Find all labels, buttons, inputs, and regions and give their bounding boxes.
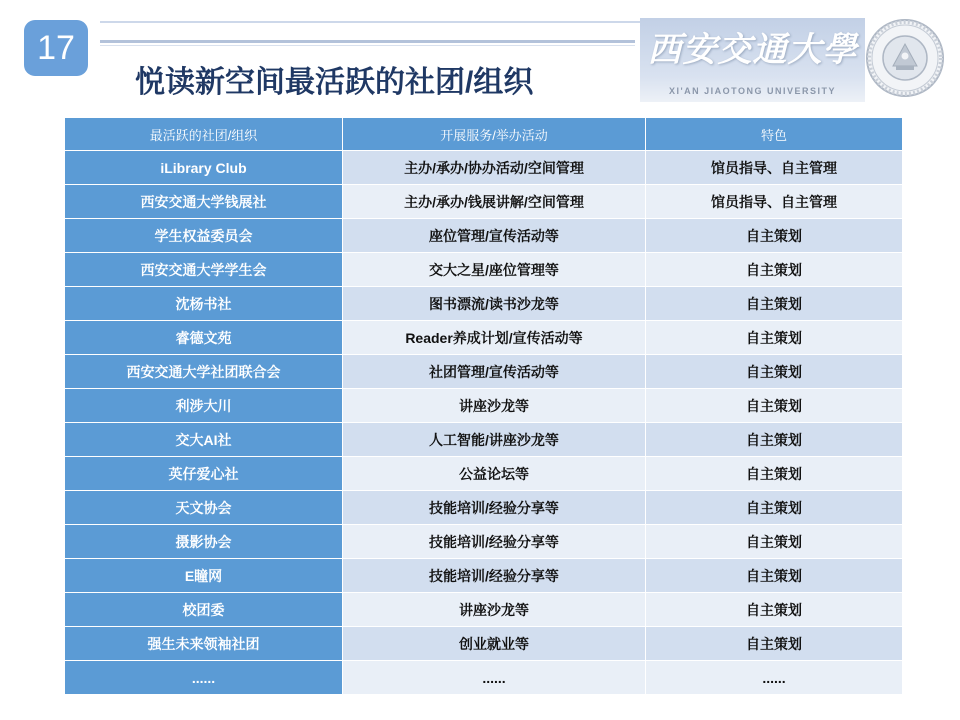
organization-cell: 西安交通大学学生会 bbox=[65, 253, 343, 287]
organization-cell: 西安交通大学钱展社 bbox=[65, 185, 343, 219]
header-activities: 开展服务/举办活动 bbox=[343, 118, 646, 151]
feature-cell: 自主策划 bbox=[646, 389, 903, 423]
organization-cell: 英仔爱心社 bbox=[65, 457, 343, 491]
feature-cell: 自主策划 bbox=[646, 559, 903, 593]
feature-cell: 自主策划 bbox=[646, 627, 903, 661]
feature-cell: 自主策划 bbox=[646, 593, 903, 627]
feature-cell: 自主策划 bbox=[646, 525, 903, 559]
activities-cell: 公益论坛等 bbox=[343, 457, 646, 491]
activities-cell: 座位管理/宣传活动等 bbox=[343, 219, 646, 253]
activities-cell: 主办/承办/协办活动/空间管理 bbox=[343, 151, 646, 185]
activities-cell: 图书漂流/读书沙龙等 bbox=[343, 287, 646, 321]
activities-cell: 交大之星/座位管理等 bbox=[343, 253, 646, 287]
feature-cell: 自主策划 bbox=[646, 321, 903, 355]
activities-cell: 主办/承办/钱展讲解/空间管理 bbox=[343, 185, 646, 219]
organization-cell: 天文协会 bbox=[65, 491, 343, 525]
table-row bbox=[65, 389, 903, 423]
table-body bbox=[65, 151, 903, 695]
header-rule-main bbox=[100, 40, 635, 43]
activities-cell: 社团管理/宣传活动等 bbox=[343, 355, 646, 389]
table-row bbox=[65, 219, 903, 253]
header-rule-sub bbox=[100, 45, 635, 46]
organization-cell: 沈杨书社 bbox=[65, 287, 343, 321]
organization-cell: ...... bbox=[65, 661, 343, 695]
organization-cell: 利涉大川 bbox=[65, 389, 343, 423]
table-header-row bbox=[65, 118, 903, 151]
table-row bbox=[65, 491, 903, 525]
activities-cell: Reader养成计划/宣传活动等 bbox=[343, 321, 646, 355]
table-row bbox=[65, 185, 903, 219]
table-row bbox=[65, 457, 903, 491]
table-row bbox=[65, 321, 903, 355]
university-logo bbox=[640, 18, 865, 102]
table-row bbox=[65, 355, 903, 389]
activities-cell: 讲座沙龙等 bbox=[343, 593, 646, 627]
organization-cell: 睿德文苑 bbox=[65, 321, 343, 355]
organization-cell: iLibrary Club bbox=[65, 151, 343, 185]
table-row bbox=[65, 151, 903, 185]
feature-cell: 自主策划 bbox=[646, 219, 903, 253]
university-name-cn: 西安交通大學 bbox=[647, 30, 858, 70]
organization-cell: 学生权益委员会 bbox=[65, 219, 343, 253]
table-row bbox=[65, 525, 903, 559]
organization-cell: 校团委 bbox=[65, 593, 343, 627]
activities-cell: 技能培训/经验分享等 bbox=[343, 491, 646, 525]
activities-cell: 技能培训/经验分享等 bbox=[343, 525, 646, 559]
feature-cell: 自主策划 bbox=[646, 457, 903, 491]
feature-cell: ...... bbox=[646, 661, 903, 695]
organization-cell: E瞳网 bbox=[65, 559, 343, 593]
feature-cell: 自主策划 bbox=[646, 253, 903, 287]
university-name-en: XI'AN JIAOTONG UNIVERSITY bbox=[669, 86, 836, 96]
activities-cell: 创业就业等 bbox=[343, 627, 646, 661]
table-row bbox=[65, 627, 903, 661]
slide-title: 悦读新空间最活跃的社团/组织 bbox=[135, 66, 534, 99]
organization-cell: 强生未来领袖社团 bbox=[65, 627, 343, 661]
organization-table bbox=[64, 117, 903, 695]
feature-cell: 自主策划 bbox=[646, 287, 903, 321]
organization-cell: 西安交通大学社团联合会 bbox=[65, 355, 343, 389]
table-row bbox=[65, 593, 903, 627]
organization-cell: 交大AI社 bbox=[65, 423, 343, 457]
university-seal-icon bbox=[865, 18, 945, 98]
header-organization: 最活跃的社团/组织 bbox=[65, 118, 343, 151]
table-row bbox=[65, 423, 903, 457]
activities-cell: 技能培训/经验分享等 bbox=[343, 559, 646, 593]
activities-cell: 讲座沙龙等 bbox=[343, 389, 646, 423]
activities-cell: ...... bbox=[343, 661, 646, 695]
feature-cell: 自主策划 bbox=[646, 491, 903, 525]
feature-cell: 自主策划 bbox=[646, 423, 903, 457]
feature-cell: 馆员指导、自主管理 bbox=[646, 185, 903, 219]
table-row bbox=[65, 559, 903, 593]
organization-cell: 摄影协会 bbox=[65, 525, 343, 559]
table-row bbox=[65, 253, 903, 287]
header-rule-top bbox=[100, 21, 640, 23]
feature-cell: 自主策划 bbox=[646, 355, 903, 389]
header-feature: 特色 bbox=[646, 118, 903, 151]
table-row bbox=[65, 287, 903, 321]
activities-cell: 人工智能/讲座沙龙等 bbox=[343, 423, 646, 457]
page-number-badge: 17 bbox=[24, 20, 88, 76]
table-row bbox=[65, 661, 903, 695]
feature-cell: 馆员指导、自主管理 bbox=[646, 151, 903, 185]
